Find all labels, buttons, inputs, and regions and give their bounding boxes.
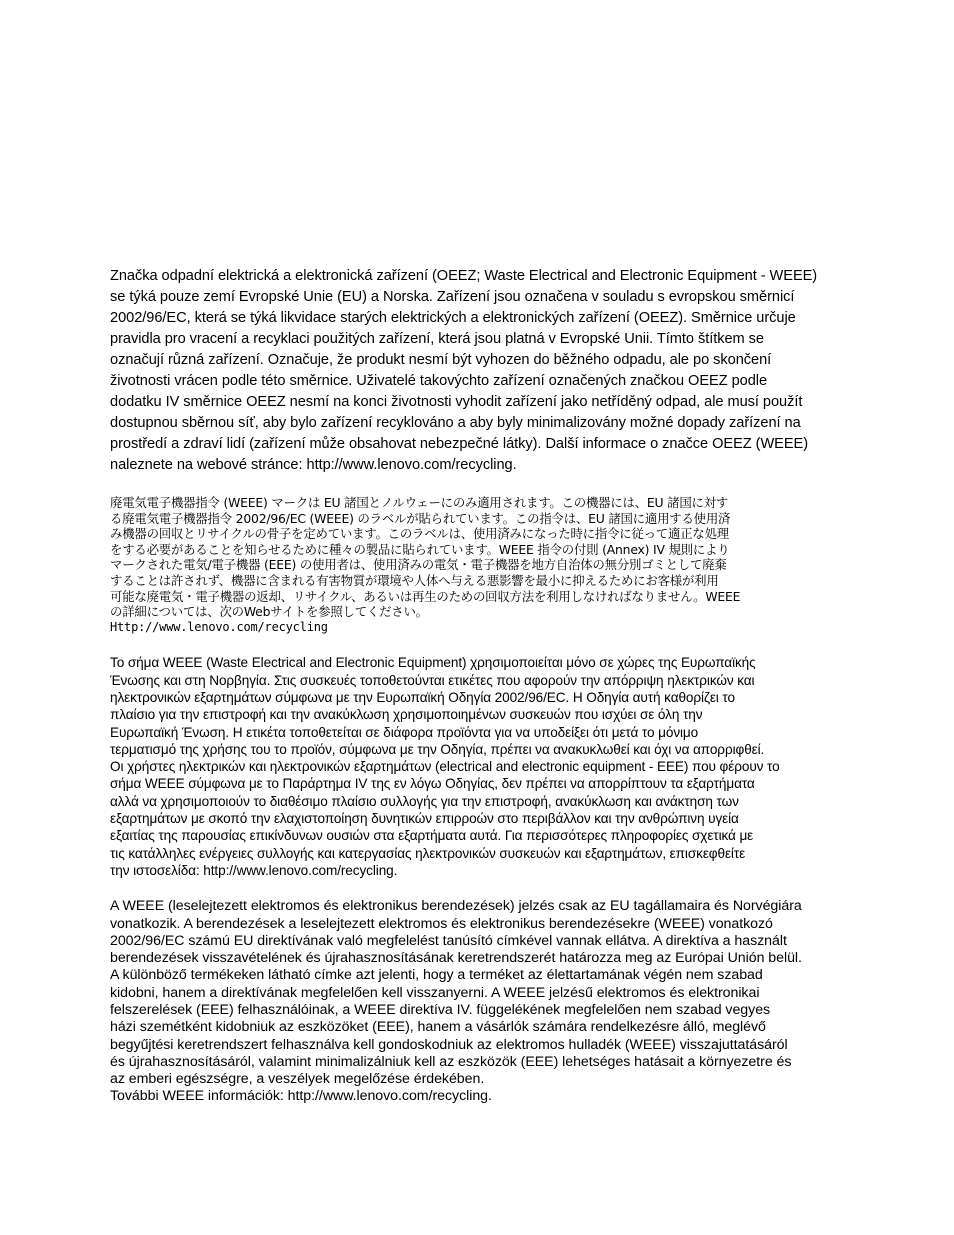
weee-notice-hungarian: A WEEE (leselejtezett elektromos és elektronikus berendezések) jelzés csak az EU tagállamaira és Norvégiára vonatkozik. A berendezések a leselejtezett elektromos és elektronikus berendezésekre (WEEE) vonatkozó 2002/96/EC számú EU direktívának való megfelelést tanúsító címkével vannak ellátva. A direktíva a használt berendezések visszavételének és újrahasznosításának keretrendszerét határozza meg az Európai Unión belül. A különböző termékeken látható címke azt jelenti, hogy a terméket az élettartamának végén nem szabad kidobni, hanem a direktívának megfelelően kell visszanyerni. A WEEE jelzésű elektromos és elektronikai felszerelések (EEE) felhasználóinak, a WEEE direktíva IV. függelékének megfelelően nem szabad vegyes házi szemétként kidobniuk az eszközöket (EEE), hanem a vásárlók számára rendelkezésre álló, meglévő begyűjtési keretrendszert felhasználva kell gondoskodniuk az elektromos hulladék (WEEE) visszajuttatásáról és újrahasznosításáról, valamint minimalizálniuk kell az eszközök (EEE) lehetséges hatásait a környezetre és az emberi egészségre, a veszélyek megelőzése érdekében. További WEEE információk: http://www.lenovo.com/recycling. xyxy=(110,898,802,1105)
jp-line: することは許されず、機器に含まれる有害物質が環境や人体へ与える悪影響を最小に抑えるためにお客様が利用 xyxy=(110,572,719,588)
jp-line: る廃電気電子機器指令 2002/96/EC (WEEE) のラベルが貼られています。この指令は、EU 諸国に適用する使用済 xyxy=(110,510,731,526)
weee-notice-japanese xyxy=(110,495,880,635)
jp-line: の詳細については、次のWebサイトを参照してください。 xyxy=(110,604,428,620)
jp-line: をする必要があることを知らせるために種々の製品に貼られています。WEEE 指令の付則 (Annex) IV 規則により xyxy=(110,541,730,557)
weee-notice-greek: Το σήμα WEEE (Waste Electrical and Electronic Equipment) χρησιμοποιείται μόνο σε χώρες της Ευρωπαϊκής Ένωσης και στη Νορβηγία. Στις συσκευές τοποθετούνται ετικέτες που αφορούν την απόρριψη ηλεκτρικών και ηλεκτρονικών εξαρτημάτων σύμφωνα με την Ευρωπαϊκή Οδηγία 2002/96/EC. Η Οδηγία αυτή καθορίζει το πλαίσιο για την επιστροφή και την ανακύκλωση χρησιμοποιημένων συσκευών που ισχύει σε όλη την Ευρωπαϊκή Ένωση. Η ετικέτα τοποθετείται σε διάφορα προϊόντα για να υποδείξει ότι μετά το μόνιμο τερματισμό της χρήσης του το προϊόν, σύμφωνα με την Οδηγία, πρέπει να ανακυκλωθεί και όχι να απορριφθεί. Οι χρήστες ηλεκτρικών και ηλεκτρονικών εξαρτημάτων (electrical and electronic equipment - EEE) που φέρουν το σήμα WEEE σύμφωνα με το Παράρτημα IV της εν λόγω Οδηγίας, δεν πρέπει να απορρίπτουν τα εξαρτήματα αλλά να χρησιμοποιούν το διαθέσιμο πλαίσιο συλλογής για την επιστροφή, ανακύκλωση και ανάκτηση των εξαρτημάτων με σκοπό την ελαχιστοποίηση δυνητικών επιρροών στο περιβάλλον και την ανθρώπινη υγεία εξαιτίας της παρουσίας επικίνδυνων ουσιών στα εξαρτήματα αυτά. Για περισσότερες πληροφορίες σχετικά με τις κατάλληλες ενέργειες συλλογής και κατεργασίας ηλεκτρονικών συσκευών και εξαρτημάτων, επισκεφθείτε την ιστοσελίδα: http://www.lenovo.com/recycling. xyxy=(110,655,780,878)
jp-line: み機器の回収とリサイクルの骨子を定めています。このラベルは、使用済みになった時に指令に従って適正な処理 xyxy=(110,526,729,542)
weee-notice-page xyxy=(110,266,880,1106)
recycling-url: Http://www.lenovo.com/recycling xyxy=(110,619,328,634)
jp-line: マークされた電気/電子機器 (EEE) の使用者は、使用済みの電気・電子機器を地方自治体の無分別ゴミとして廃棄 xyxy=(110,557,727,573)
jp-line: 廃電気電子機器指令 (WEEE) マークは EU 諸国とノルウェーにのみ適用されます。この機器には、EU 諸国に対す xyxy=(110,495,729,510)
jp-line: 可能な廃電気・電子機器の返却、リサイクル、あるいは再生のための回収方法を利用しなければなりません。WEEE xyxy=(110,588,741,604)
weee-notice-czech: Značka odpadní elektrická a elektronická zařízení (OEEZ; Waste Electrical and Electronic Equipment - WEEE) se týká pouze zemí Evropské Unie (EU) a Norska. Zařízení jsou označena v souladu s evropskou směrnicí 2002/96/EC, která se týká likvidace starých elektrických a elektronických zařízení (OEEZ). Směrnice určuje pravidla pro vracení a recyklaci použitých zařízení, která jsou platná v Evropské Unii. Tímto štítkem se označují různá zařízení. Označuje, že produkt nesmí být vyhozen do běžného odpadu, ale po skončení životnosti vrácen podle této směrnice. Uživatelé takovýchto zařízení označených značkou OEEZ podle dodatku IV směrnice OEEZ nesmí na konci životnosti vyhodit zařízení jako netříděný odpad, ale musí použít dostupnou sběrnou síť, aby bylo zařízení recyklováno a aby byly minimalizovány možné dopady zařízení na prostředí a zdraví lidí (zařízení může obsahovat nebezpečné látky). Další informace o značce OEEZ (WEEE) naleznete na webové stránce: http://www.lenovo.com/recycling. xyxy=(110,268,818,473)
